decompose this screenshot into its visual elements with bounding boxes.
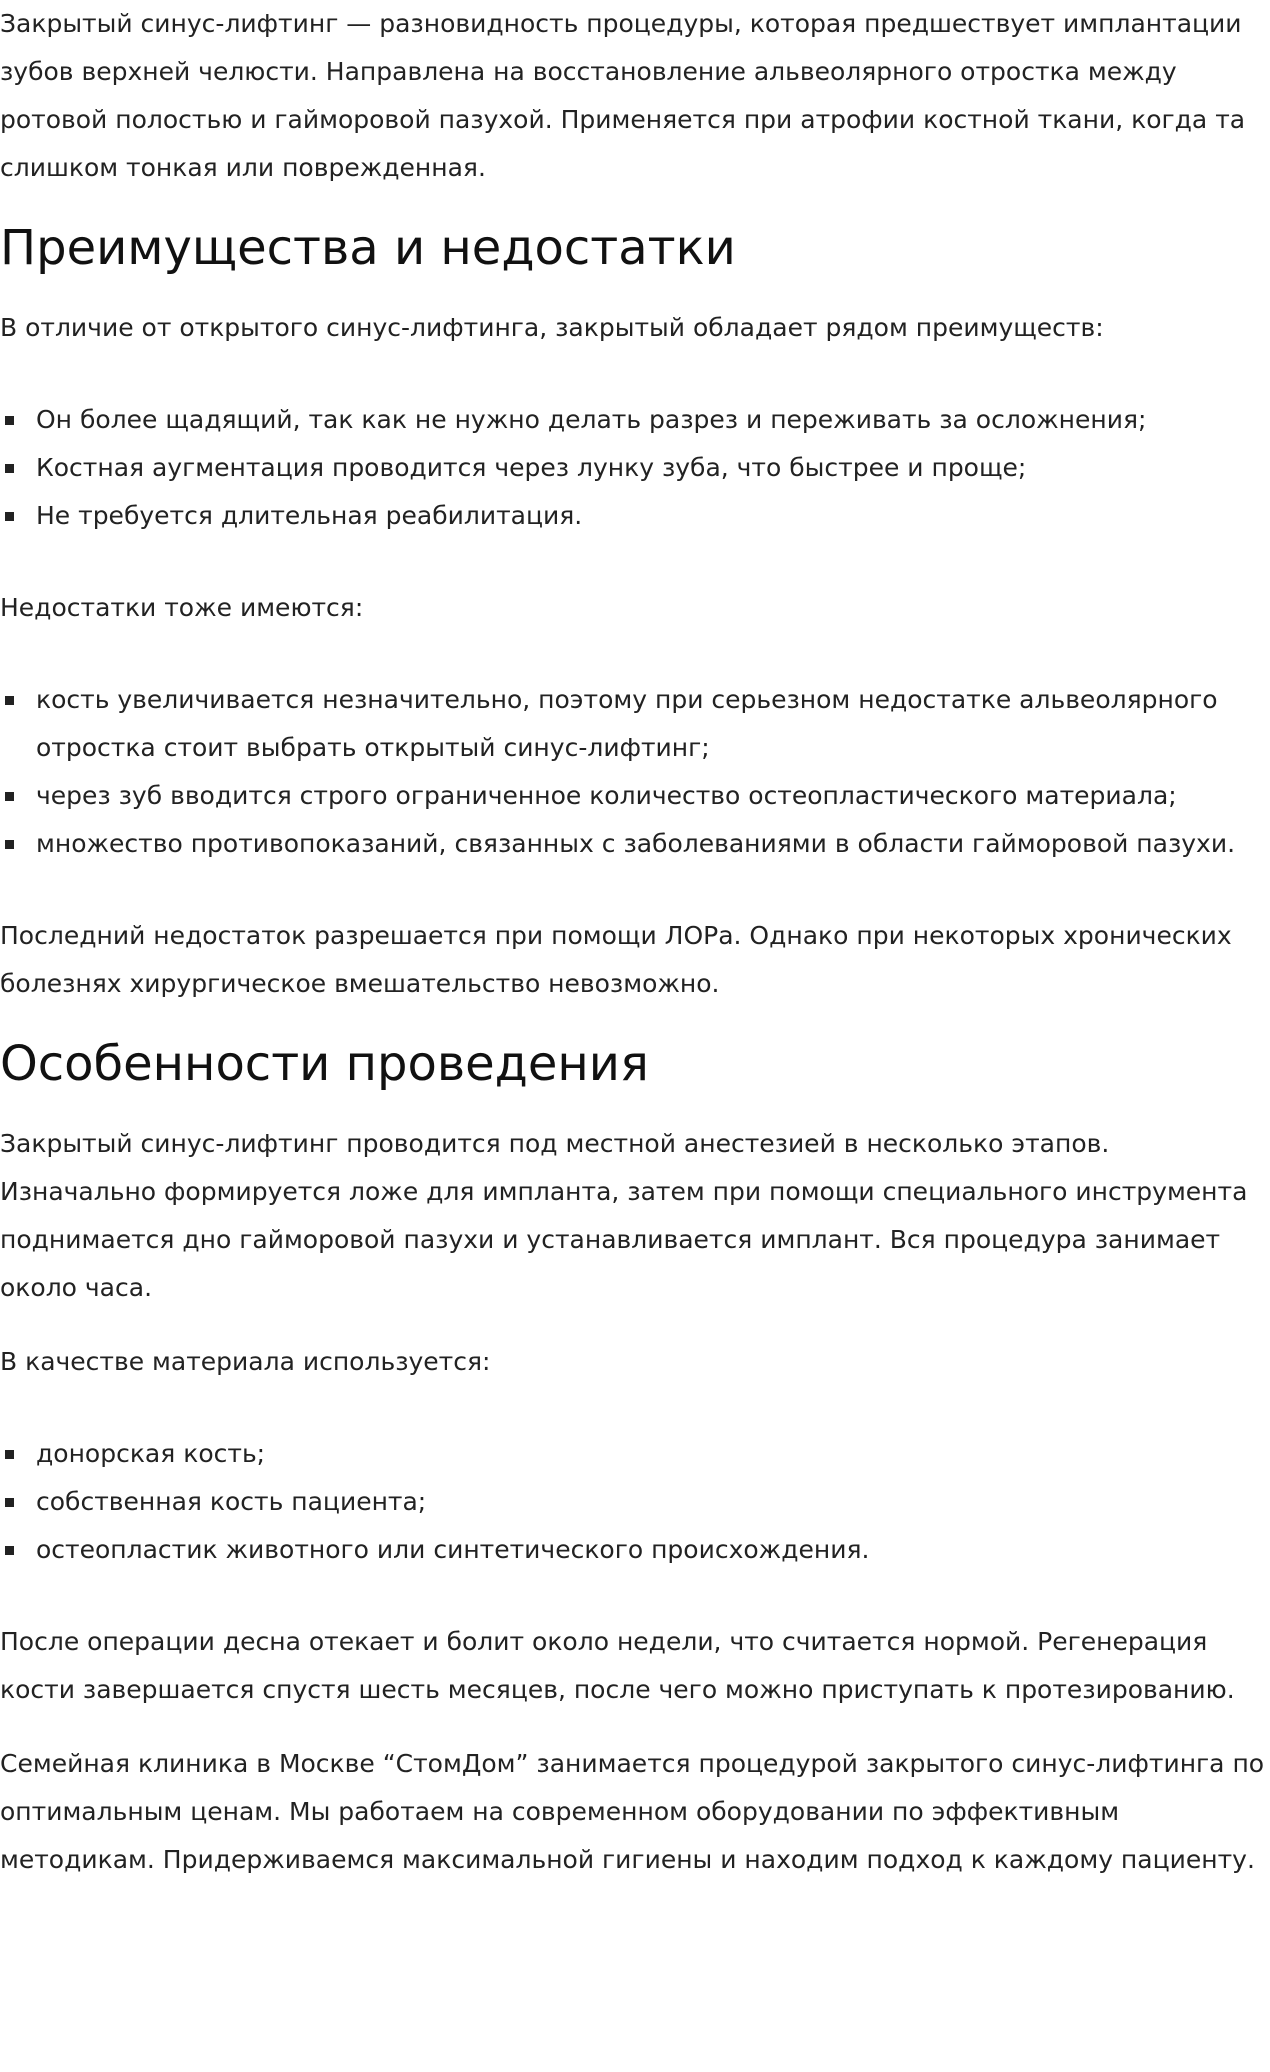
- list-item: [0, 1430, 1270, 1478]
- list-item: [0, 676, 1270, 772]
- list-item-text: Не требуется длительная реабилитация.: [36, 501, 583, 530]
- cons-list: [0, 676, 1270, 868]
- list-item: [0, 772, 1270, 820]
- list-item: [0, 1526, 1270, 1574]
- list-item-text: кость увеличивается незначительно, поэтому при серьезном недостатке альвеолярного отростка стоит выбрать открытый синус-лифтинг;: [36, 685, 1218, 762]
- list-item-text: множество противопоказаний, связанных с заболеваниями в области гайморовой пазухи.: [36, 829, 1236, 858]
- list-item-text: через зуб вводится строго ограниченное количество остеопластического материала;: [36, 781, 1177, 810]
- list-item: [0, 1478, 1270, 1526]
- pros-intro-paragraph: В отличие от открытого синус-лифтинга, закрытый обладает рядом преимуществ:: [0, 313, 1104, 342]
- materials-intro-paragraph: В качестве материала используется:: [0, 1347, 491, 1376]
- bullet-square-icon: [5, 696, 14, 705]
- bullet-square-icon: [5, 416, 14, 425]
- section-heading-procedure: Особенности проведения: [0, 1036, 649, 1092]
- intro-paragraph: Закрытый синус-лифтинг — разновидность процедуры, которая предшествует имплантации зубов верхней челюсти. Направлена на восстановление альвеолярного отростка между ротовой полостью и гайморовой пазухой. Применяется при атрофии костной ткани, когда та слишком тонкая или поврежденная.: [0, 9, 1246, 182]
- recovery-paragraph: После операции десна отекает и болит около недели, что считается нормой. Регенерация кости завершается спустя шесть месяцев, после чего можно приступать к протезированию.: [0, 1627, 1235, 1704]
- bullet-square-icon: [5, 840, 14, 849]
- list-item: [0, 820, 1270, 868]
- list-item-text: собственная кость пациента;: [36, 1487, 427, 1516]
- list-item-text: донорская кость;: [36, 1439, 266, 1468]
- cons-intro-paragraph: Недостатки тоже имеются:: [0, 593, 364, 622]
- procedure-paragraph: Закрытый синус-лифтинг проводится под местной анестезией в несколько этапов. Изначально формируется ложе для импланта, затем при помощи специального инструмента поднимается дно гайморовой пазухи и устанавливается имплант. Вся процедура занимает около часа.: [0, 1129, 1248, 1302]
- section-heading-pros-cons: Преимущества и недостатки: [0, 220, 736, 276]
- list-item: [0, 492, 1270, 540]
- bullet-square-icon: [5, 464, 14, 473]
- bullet-square-icon: [5, 1498, 14, 1507]
- list-item: [0, 396, 1270, 444]
- list-item-text: Он более щадящий, так как не нужно делать разрез и переживать за осложнения;: [36, 405, 1147, 434]
- pros-list: [0, 396, 1270, 540]
- list-item-text: остеопластик животного или синтетического происхождения.: [36, 1535, 870, 1564]
- bullet-square-icon: [5, 512, 14, 521]
- materials-list: [0, 1430, 1270, 1574]
- list-item: [0, 444, 1270, 492]
- clinic-paragraph: Семейная клиника в Москве “СтомДом” занимается процедурой закрытого синус-лифтинга по оптимальным ценам. Мы работаем на современном оборудовании по эффективным методикам. Придерживаемся максимальной гигиены и находим подход к каждому пациенту.: [0, 1749, 1265, 1874]
- bullet-square-icon: [5, 1546, 14, 1555]
- bullet-square-icon: [5, 792, 14, 801]
- bullet-square-icon: [5, 1450, 14, 1459]
- list-item-text: Костная аугментация проводится через лунку зуба, что быстрее и проще;: [36, 453, 1027, 482]
- cons-note-paragraph: Последний недостаток разрешается при помощи ЛОРа. Однако при некоторых хронических болезнях хирургическое вмешательство невозможно.: [0, 921, 1232, 998]
